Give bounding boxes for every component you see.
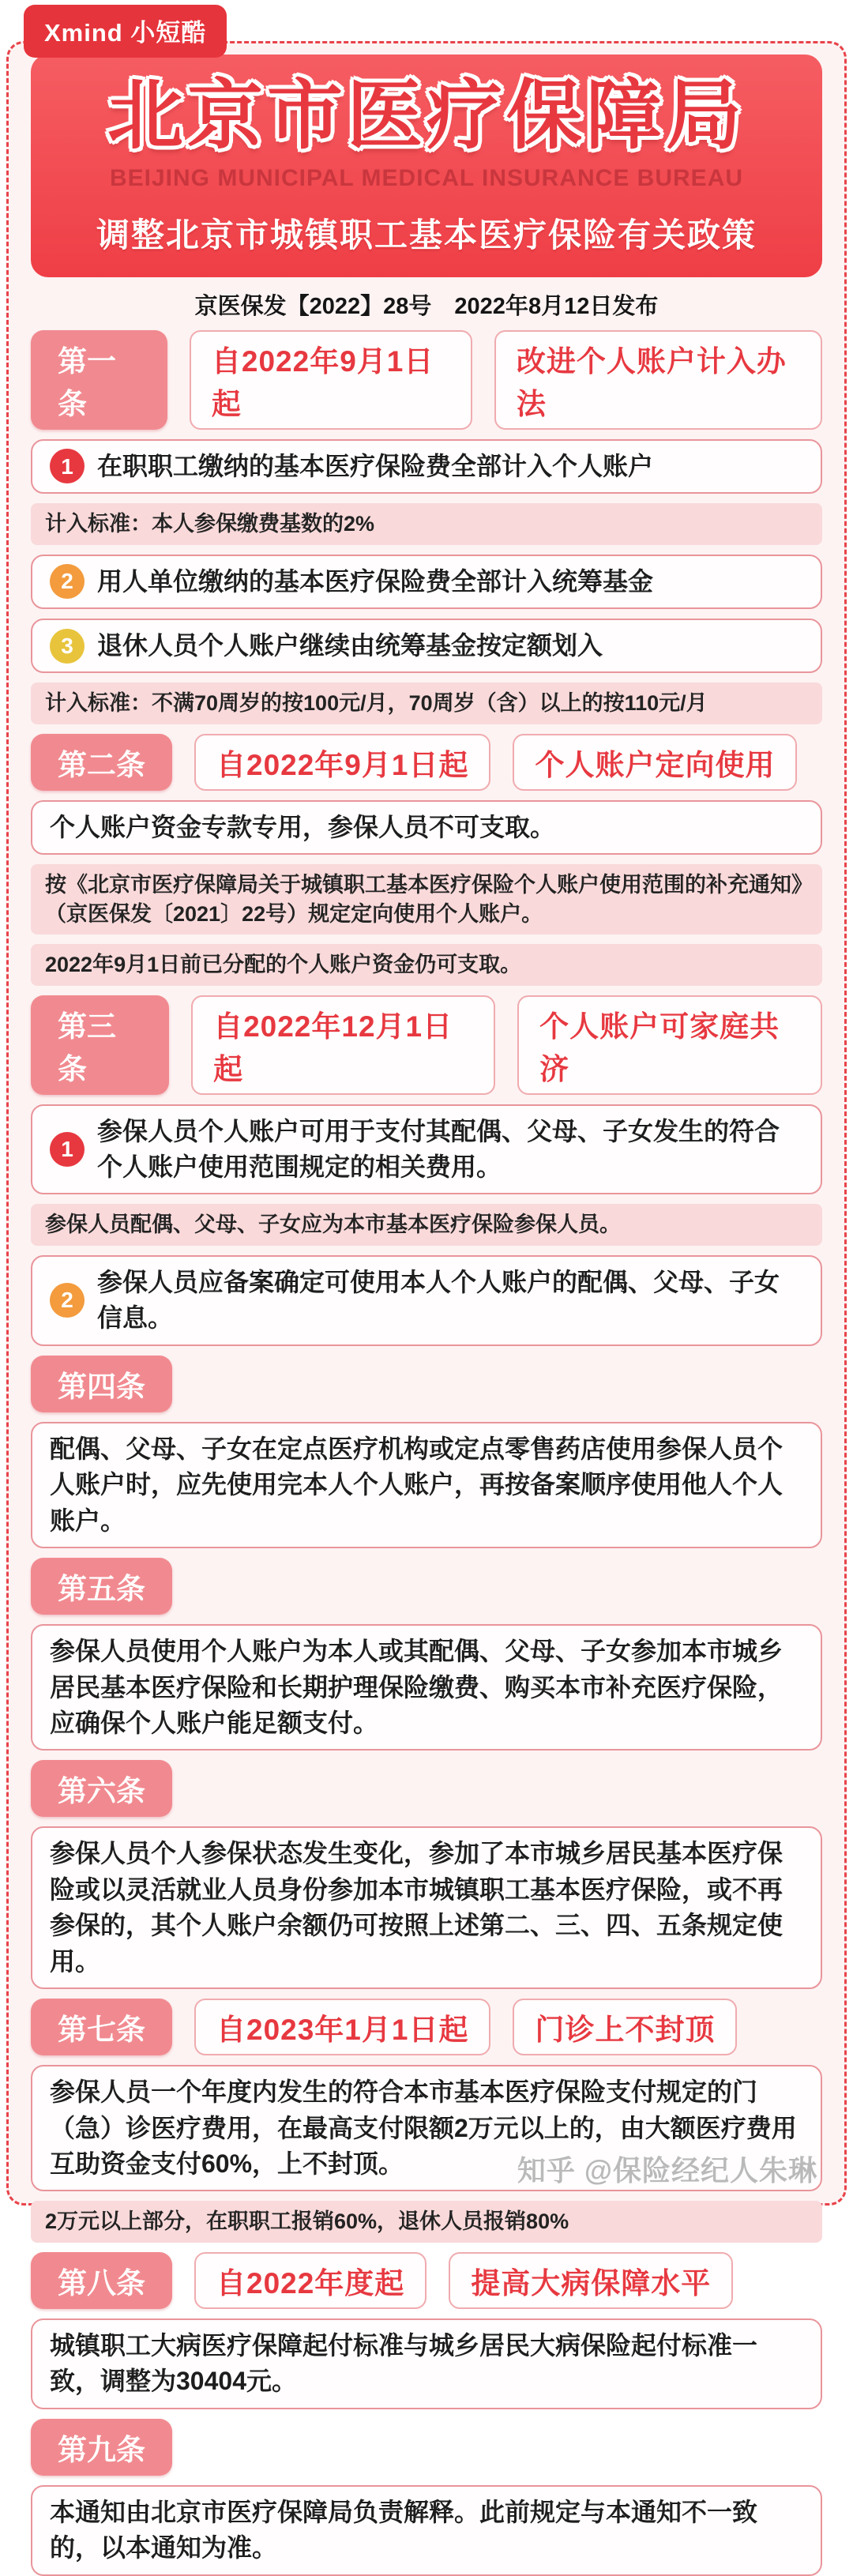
section-label: 第九条 xyxy=(31,2419,172,2476)
section-label: 第二条 xyxy=(31,734,172,791)
poster-content xyxy=(9,43,844,2563)
section-9-header xyxy=(31,2419,822,2476)
policy-text: 参保人员个人参保状态发生变化，参加了本市城乡居民基本医疗保险或以灵活就业人员身份参加本市城镇职工基本医疗保险，或不再参保的，其个人账户余额仍可按照上述第二、三、四、五条规定使用。 xyxy=(50,1839,783,1976)
section-tag-date: 自2022年9月1日起 xyxy=(194,734,490,791)
number-2-icon: 2 xyxy=(50,564,85,599)
section-3 xyxy=(31,995,822,1346)
section-6-header xyxy=(31,1760,822,1817)
policy-text: 个人账户资金专款专用，参保人员不可支取。 xyxy=(50,812,556,841)
section-1-header xyxy=(31,330,822,430)
policy-item-text: 参保人员个人账户可用于支付其配偶、父母、子女发生的符合个人账户使用范围规定的相关费用。 xyxy=(97,1116,780,1182)
policy-item-text: 在职职工缴纳的基本医疗保险费全部计入个人账户 xyxy=(97,451,654,480)
section-2-header xyxy=(31,734,822,791)
policy-text: 城镇职工大病医疗保障起付标准与城乡居民大病保险起付标准一致，调整为30404元。 xyxy=(50,2330,758,2396)
zhihu-author-watermark: 知乎 @保险经纪人朱琳 xyxy=(517,2154,817,2187)
note-banner: 2万元以上部分，在职职工报销60%，退休人员报销80% xyxy=(31,2201,822,2242)
page-title-english: BEIJING MUNICIPAL MEDICAL INSURANCE BUREAU xyxy=(109,164,744,191)
note-banner: 按《北京市医疗保障局关于城镇职工基本医疗保险个人账户使用范围的补充通知》（京医保发〔2021〕22号）规定定向使用个人账户。 xyxy=(31,864,822,935)
section-tag-date: 自2022年9月1日起 xyxy=(190,330,472,430)
xmind-brand-badge: Xmind 小短酷 xyxy=(24,5,227,58)
section-7-header xyxy=(31,1999,822,2055)
note-banner: 计入标准：不满70周岁的按100元/月，70周岁（含）以上的按110元/月 xyxy=(31,683,822,724)
policy-text-box xyxy=(31,2485,822,2576)
number-1-icon: 1 xyxy=(50,1132,85,1167)
section-8-header xyxy=(31,2252,822,2309)
section-tag-topic: 提高大病保障水平 xyxy=(449,2252,733,2309)
header-card xyxy=(31,55,822,277)
section-2 xyxy=(31,734,822,986)
section-7 xyxy=(31,1999,822,2243)
number-1-icon: 1 xyxy=(50,449,85,483)
policy-item xyxy=(31,555,822,609)
document-number-line: 京医保发【2022】28号 2022年8月12日发布 xyxy=(194,293,659,319)
policy-text: 本通知由北京市医疗保障局负责解释。此前规定与本通知不一致的，以本通知为准。 xyxy=(50,2497,758,2563)
policy-text: 参保人员一个年度内发生的符合本市基本医疗保险支付规定的门（急）诊医疗费用，在最高支付限额2万元以上的，由大额医疗费用互助资金支付60%，上不封顶。 xyxy=(50,2078,797,2179)
policy-item-text: 参保人员应备案确定可使用本人个人账户的配偶、父母、子女信息。 xyxy=(97,1267,780,1333)
section-6 xyxy=(31,1760,822,1989)
section-tag-topic: 个人账户定向使用 xyxy=(513,734,797,791)
section-label: 第六条 xyxy=(31,1760,172,1817)
policy-text: 参保人员使用个人账户为本人或其配偶、父母、子女参加本市城乡居民基本医疗保险和长期护理保险缴费、购买本市补充医疗保险，应确保个人账户能足额支付。 xyxy=(50,1637,783,1737)
page-title: 北京市医疗保障局 xyxy=(107,73,746,158)
section-5 xyxy=(31,1558,822,1751)
number-3-icon: 3 xyxy=(50,629,85,664)
policy-item-text: 退休人员个人账户继续由统筹基金按定额划入 xyxy=(97,630,603,660)
section-tag-topic: 改进个人账户计入办法 xyxy=(494,330,822,430)
policy-item xyxy=(31,1255,822,1346)
section-tag-date: 自2022年度起 xyxy=(194,2252,426,2309)
section-tag-topic: 个人账户可家庭共济 xyxy=(517,995,822,1095)
policy-item-text: 用人单位缴纳的基本医疗保险费全部计入统筹基金 xyxy=(97,566,654,596)
section-8 xyxy=(31,2252,822,2409)
section-1 xyxy=(31,330,822,724)
section-label: 第五条 xyxy=(31,1558,172,1615)
policy-text-box xyxy=(31,1422,822,1548)
note-banner: 参保人员配偶、父母、子女应为本市基本医疗保险参保人员。 xyxy=(31,1204,822,1245)
section-label: 第七条 xyxy=(31,1999,172,2055)
section-9 xyxy=(31,2419,822,2576)
policy-item xyxy=(31,619,822,673)
section-3-header xyxy=(31,995,822,1095)
section-label: 第一条 xyxy=(31,330,167,430)
policy-item xyxy=(31,439,822,494)
policy-text-box xyxy=(31,1624,822,1751)
policy-item xyxy=(31,1104,822,1195)
poster-frame xyxy=(6,41,847,2563)
page-subtitle: 调整北京市城镇职工基本医疗保险有关政策 xyxy=(96,216,757,254)
section-label: 第四条 xyxy=(31,1356,172,1412)
policy-text: 配偶、父母、子女在定点医疗机构或定点零售药店使用参保人员个人账户时，应先使用完本人个人账户，再按备案顺序使用他人个人账户。 xyxy=(50,1434,783,1535)
section-4-header xyxy=(31,1356,822,1412)
section-label: 第三条 xyxy=(31,995,169,1095)
policy-text-box xyxy=(31,800,822,855)
note-banner: 计入标准：本人参保缴费基数的2% xyxy=(31,503,822,544)
section-tag-topic: 门诊上不封顶 xyxy=(513,1999,737,2055)
note-banner: 2022年9月1日前已分配的个人账户资金仍可支取。 xyxy=(31,944,822,985)
section-tag-date: 自2022年12月1日起 xyxy=(191,995,495,1095)
policy-text-box xyxy=(31,1826,822,1989)
section-4 xyxy=(31,1356,822,1548)
policy-text-box xyxy=(31,2318,822,2409)
section-label: 第八条 xyxy=(31,2252,172,2309)
section-tag-date: 自2023年1月1日起 xyxy=(194,1999,490,2055)
section-5-header xyxy=(31,1558,822,1615)
number-2-icon: 2 xyxy=(50,1283,85,1318)
